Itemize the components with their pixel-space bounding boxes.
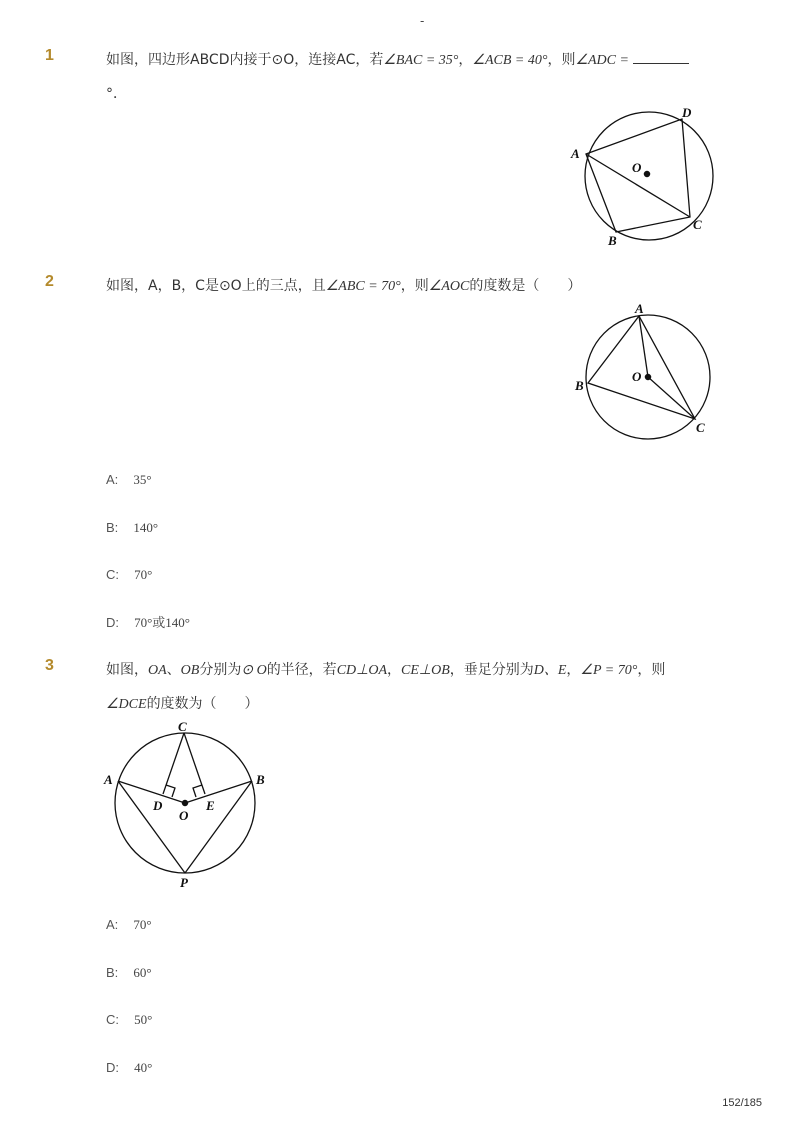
q1-math-angle-adc: ∠ADC = — [575, 53, 629, 68]
q2-math-angle-abc: ∠ABC = 70° — [325, 279, 401, 294]
fig2-center-dot — [645, 374, 650, 379]
question-number-2: 2 — [45, 273, 54, 290]
fig3-center-dot — [182, 800, 187, 805]
q3-option-a-value: 70° — [133, 917, 152, 932]
q1-text-a: 如图，四边形ABCD内接于⊙O，连接AC，若 — [106, 52, 384, 68]
figure-3-perpendiculars — [100, 715, 275, 893]
q2-option-b[interactable] — [106, 517, 158, 536]
q3-option-c-letter: C: — [106, 1012, 119, 1027]
q3-option-c[interactable] — [106, 1009, 152, 1028]
fig1-label-a: A — [571, 146, 580, 161]
q3-line2-text: 的度数为（ ） — [146, 696, 259, 712]
fig2-label-a: A — [635, 301, 644, 316]
fig1-quadrilateral — [586, 119, 690, 232]
q3-text-a: 如图， — [106, 662, 148, 678]
q2-math-angle-aoc: ∠AOC — [428, 279, 470, 294]
fig3-label-p: P — [180, 875, 188, 890]
q3-sep-2: ， — [387, 662, 401, 678]
q1-math-angle-bac: ∠BAC = 35° — [383, 53, 459, 68]
q2-option-a[interactable] — [106, 469, 152, 488]
q3-option-b-letter: B: — [106, 965, 119, 980]
fig2-radius-oc — [648, 377, 695, 419]
fig3-label-c: C — [178, 719, 187, 734]
fig3-label-d: D — [153, 798, 163, 813]
q1-line2: °． — [106, 86, 127, 102]
q2-text-b: 的度数是（ ） — [469, 278, 582, 294]
q3-line2 — [106, 694, 259, 715]
q3-sep-3: ， — [566, 662, 581, 678]
answer-blank[interactable] — [633, 51, 689, 64]
fig1-label-b: B — [608, 233, 617, 248]
q2-option-d[interactable] — [106, 612, 190, 631]
fig1-label-d: D — [682, 105, 692, 120]
q1-sep-1: ， — [458, 52, 473, 68]
q2-option-a-letter: A: — [106, 472, 119, 487]
fig3-label-o: O — [179, 808, 189, 823]
q1-math-angle-acb: ∠ACB = 40° — [472, 53, 548, 68]
q2-option-c-letter: C: — [106, 567, 119, 582]
q3-sep-1: 、 — [166, 662, 181, 678]
question-1-text — [106, 50, 689, 71]
q3-math-angle-dce: ∠DCE — [106, 697, 147, 712]
fig3-label-b: B — [256, 772, 265, 787]
q2-text-a: 如图，A，B，C是⊙O上的三点，且 — [106, 278, 326, 294]
q2-option-c-value: 70° — [134, 567, 153, 582]
fig2-label-b: B — [575, 378, 584, 393]
q2-option-b-value: 140° — [133, 520, 159, 535]
q3-option-a-letter: A: — [106, 917, 119, 932]
fig3-radius-oa — [118, 781, 185, 803]
q3-option-a[interactable] — [106, 914, 152, 933]
q3-text-d: ，垂足分别为 — [449, 662, 534, 678]
fig2-label-c: C — [696, 420, 705, 435]
q3-option-b[interactable] — [106, 962, 152, 981]
fig3-radius-ob — [185, 781, 252, 803]
q3-option-c-value: 50° — [134, 1012, 153, 1027]
q2-sep-1: ，则 — [400, 278, 429, 294]
fig3-label-a: A — [104, 772, 113, 787]
fig3-right-angle-e — [193, 785, 202, 797]
figure-2-inscribed-angle — [570, 298, 720, 448]
q3-math-angle-p: ∠P = 70° — [580, 663, 638, 678]
q2-option-c[interactable] — [106, 564, 152, 583]
top-mark: - — [420, 14, 425, 28]
q3-text-b: 分别为 — [199, 662, 242, 678]
question-2-text — [106, 276, 581, 297]
fig2-label-o: O — [632, 369, 642, 384]
q2-option-d-value: 70°或140° — [134, 615, 190, 630]
q2-option-d-letter: D: — [106, 615, 119, 630]
q3-math-ce-perp-ob: CE⊥OB — [401, 663, 450, 678]
q3-text-c: 的半径，若 — [266, 662, 337, 678]
q1-sep-2: ，则 — [547, 52, 576, 68]
q2-option-b-letter: B: — [106, 520, 119, 535]
q3-option-d-letter: D: — [106, 1060, 119, 1075]
q3-math-ob: OB — [180, 663, 200, 678]
fig3-chord-ap — [118, 781, 185, 873]
question-3-text — [106, 660, 665, 681]
q3-math-circle-o: ⊙ O — [241, 663, 267, 678]
q3-math-cd-perp-oa: CD⊥OA — [336, 663, 387, 678]
q3-math-oa: OA — [148, 663, 167, 678]
q3-option-b-value: 60° — [133, 965, 152, 980]
figure-1-cyclic-quadrilateral — [565, 100, 725, 260]
q3-text-e: ，则 — [637, 662, 666, 678]
q3-math-d-e: D、E — [533, 663, 567, 678]
fig1-center-dot — [644, 171, 649, 176]
q3-option-d-value: 40° — [134, 1060, 153, 1075]
fig3-label-e: E — [206, 798, 215, 813]
question-number-1: 1 — [45, 47, 54, 64]
fig3-right-angle-d — [166, 785, 175, 797]
question-number-3: 3 — [45, 657, 54, 674]
q2-option-a-value: 35° — [133, 472, 152, 487]
page-number: 152/185 — [722, 1097, 762, 1109]
fig1-label-o: O — [632, 160, 642, 175]
q3-option-d[interactable] — [106, 1057, 152, 1076]
fig1-label-c: C — [693, 217, 702, 232]
